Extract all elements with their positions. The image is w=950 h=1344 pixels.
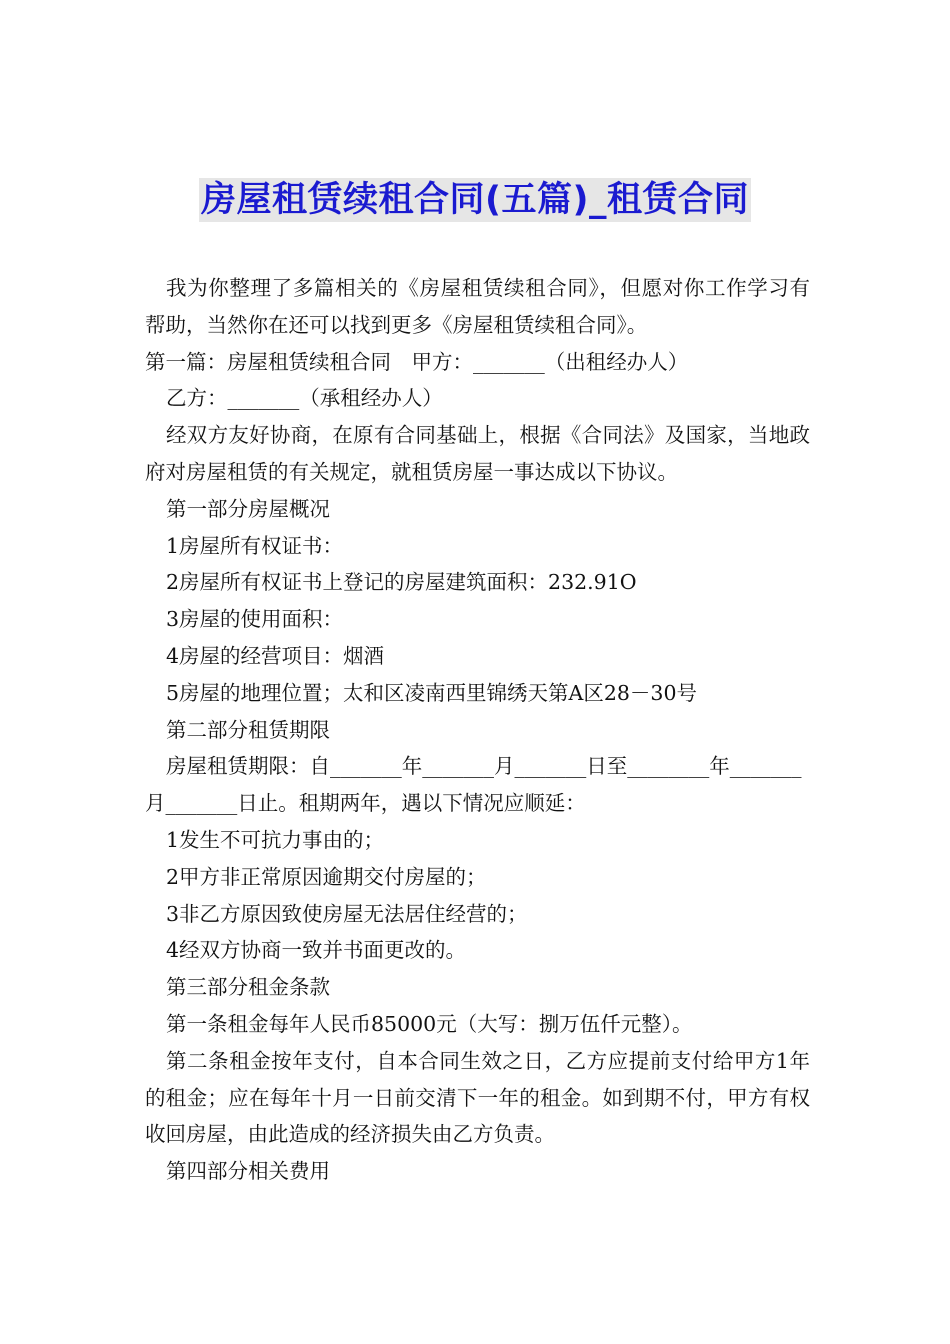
list-item: 2房屋所有权证书上登记的房屋建筑面积：232.91O — [166, 570, 637, 595]
list-item: 5房屋的地理位置；太和区凌南西里锦绣天第A区28－30号 — [166, 680, 698, 705]
list-item: 4经双方协商一致并书面更改的。 — [166, 938, 467, 963]
list-item: 2甲方非正常原因逾期交付房屋的； — [166, 864, 487, 889]
section-heading-term: 第二部分租赁期限 — [166, 717, 330, 742]
agreement-paragraph: 经双方友好协商，在原有合同基础上，根据《合同法》及国家，当地政府对房屋租赁的有关规定，就租赁房屋一事达成以下协议。 — [145, 423, 810, 484]
list-item: 4房屋的经营项目：烟酒 — [166, 643, 385, 668]
document-body — [145, 270, 810, 1190]
rent-clause-two: 第二条租金按年支付，自本合同生效之日，乙方应提前支付给甲方1年的租金；应在每年十月一日前交清下一年的租金。如到期不付，甲方有权收回房屋，由此造成的经济损失由乙方负责。 — [145, 1048, 810, 1147]
rent-clause-one: 第一条租金每年人民币85000元（大写：捌万伍仟元整）。 — [166, 1011, 693, 1036]
list-item: 3非乙方原因致使房屋无法居住经营的； — [166, 901, 528, 926]
list-item: 1房屋所有权证书： — [166, 533, 344, 558]
section-heading-rent: 第三部分租金条款 — [166, 975, 330, 1000]
section-heading-fees: 第四部分相关费用 — [166, 1159, 330, 1184]
list-item: 1发生不可抗力事由的； — [166, 827, 385, 852]
party-b-line: 乙方：_______（承租经办人） — [166, 386, 443, 411]
part-one-header-line: 第一篇：房屋租赁续租合同 甲方：_______（出租经办人） — [145, 349, 689, 374]
document-title: 房屋租赁续租合同(五篇)_租赁合同 — [201, 180, 749, 220]
list-item: 3房屋的使用面积： — [166, 607, 344, 632]
lease-term-paragraph: 房屋租赁期限：自_______年_______月_______日至________年_______月_______日止。租期两年，遇以下情况应顺延： — [145, 754, 802, 816]
intro-paragraph: 我为你整理了多篇相关的《房屋租赁续租合同》，但愿对你工作学习有帮助，当然你在还可以找到更多《房屋租赁续租合同》。 — [145, 276, 810, 337]
section-heading-property: 第一部分房屋概况 — [166, 496, 330, 521]
title-container — [0, 178, 950, 222]
